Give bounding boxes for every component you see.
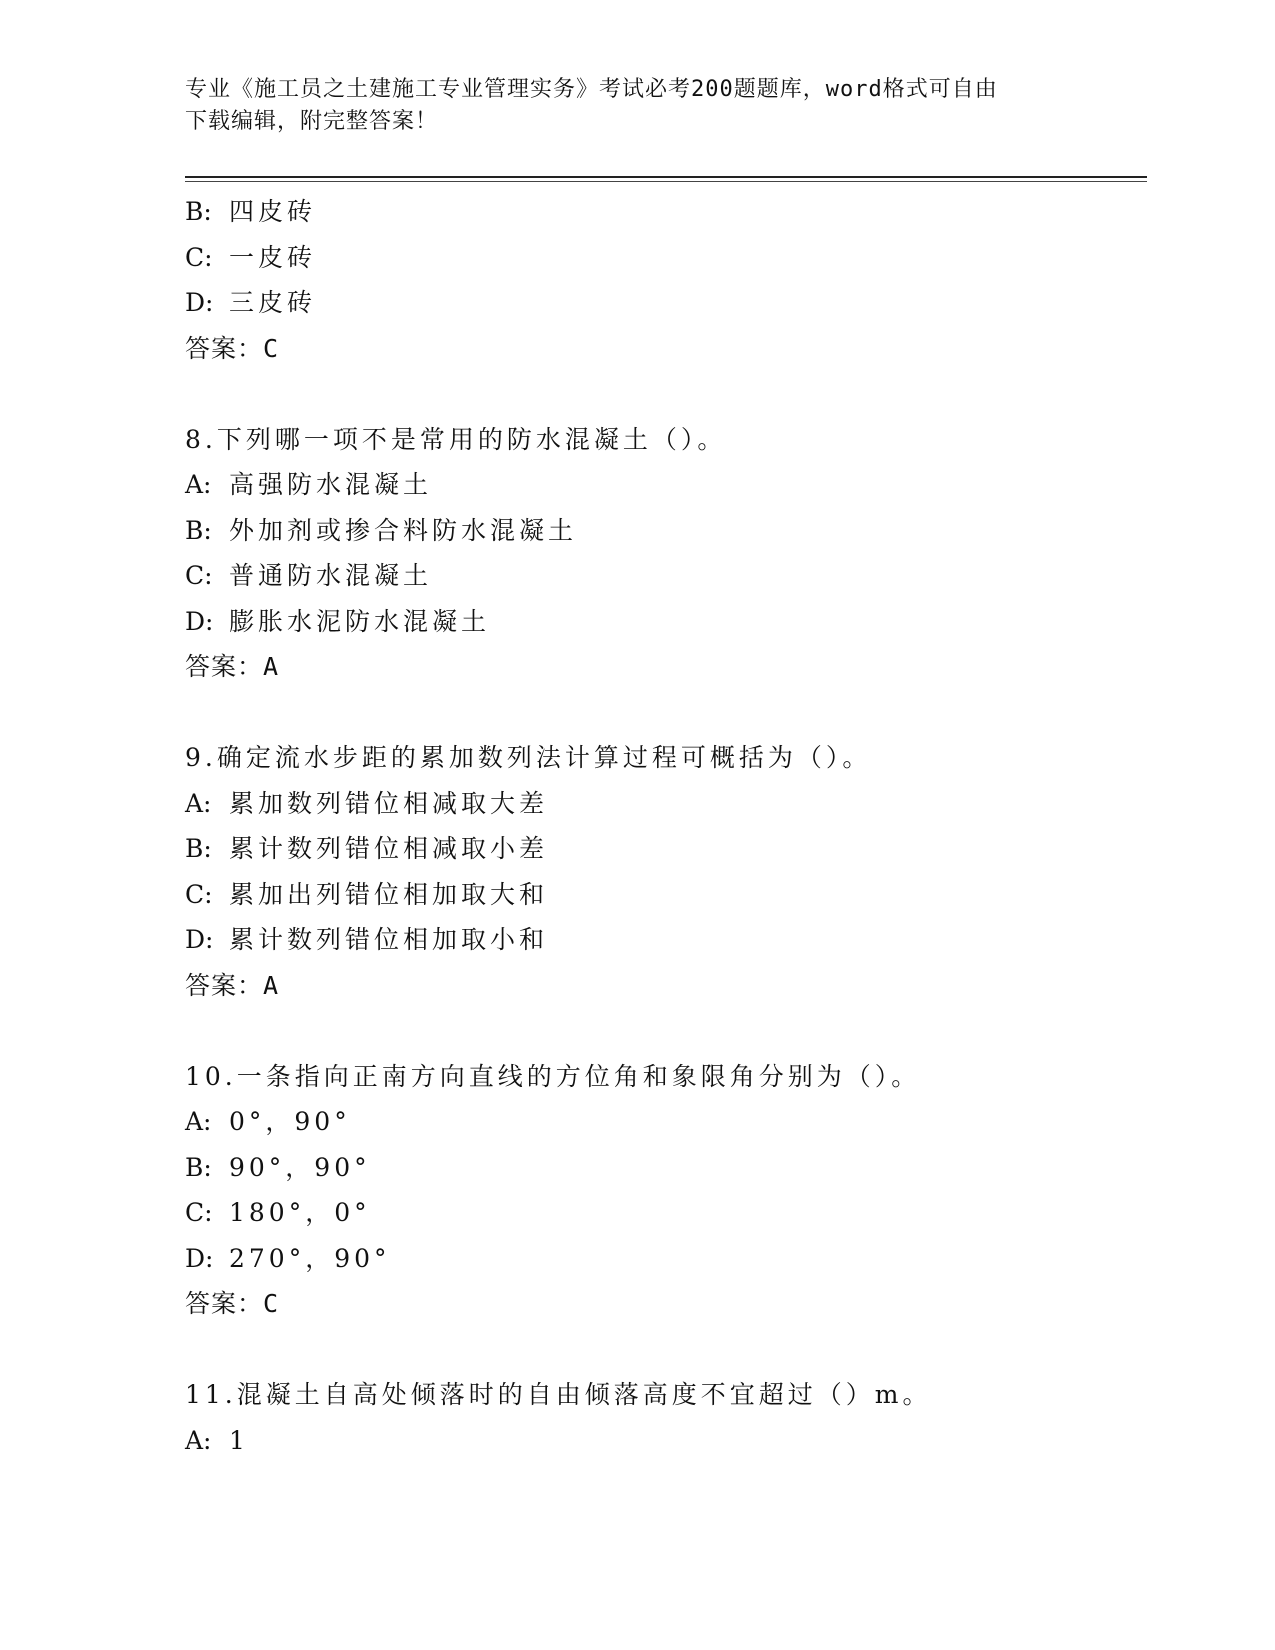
header-line-2: 下载编辑，附完整答案！ xyxy=(185,109,439,134)
option-d: D: 270°，90° xyxy=(185,1243,391,1273)
question-9 xyxy=(185,735,1145,1008)
question-11 xyxy=(185,1372,1145,1463)
answer-line: 答案：A xyxy=(185,652,280,681)
option-b: B: 四皮砖 xyxy=(185,197,317,226)
option-a: A: 累加数列错位相减取大差 xyxy=(185,788,549,818)
option-c: C: 180°，0° xyxy=(185,1198,371,1227)
option-d: D: 三皮砖 xyxy=(185,288,317,317)
option-a: A: 1 xyxy=(185,1425,249,1455)
option-b: B: 累计数列错位相减取小差 xyxy=(185,834,549,863)
question-stem: 11.混凝土自高处倾落时的自由倾落高度不宜超过（）m。 xyxy=(185,1380,932,1409)
answer-line: 答案：C xyxy=(185,333,280,363)
header-divider-thick xyxy=(185,176,1147,178)
option-b: B: 外加剂或掺合料防水混凝土 xyxy=(185,515,578,545)
spacer xyxy=(185,371,1145,417)
option-d: D: 膨胀水泥防水混凝土 xyxy=(185,606,491,636)
spacer xyxy=(185,1327,1145,1373)
option-d: D: 累计数列错位相加取小和 xyxy=(185,925,549,954)
header-divider-thin xyxy=(185,181,1147,182)
document-header xyxy=(185,74,1085,138)
option-a: A: 高强防水混凝土 xyxy=(185,470,433,499)
option-b: B: 90°，90° xyxy=(185,1152,371,1182)
question-10 xyxy=(185,1054,1145,1327)
answer-line: 答案：C xyxy=(185,1289,280,1318)
spacer xyxy=(185,1008,1145,1054)
question-stem: 10.一条指向正南方向直线的方位角和象限角分别为（）。 xyxy=(185,1061,921,1091)
spacer xyxy=(185,690,1145,736)
option-c: C: 累加出列错位相加取大和 xyxy=(185,879,549,909)
header-line-1: 专业《施工员之土建施工专业管理实务》考试必考200题题库，word格式可自由 xyxy=(185,77,998,102)
option-c: C: 一皮砖 xyxy=(185,242,317,272)
question-8 xyxy=(185,417,1145,690)
question-list xyxy=(185,189,1145,1463)
question-stem: 9.确定流水步距的累加数列法计算过程可概括为（）。 xyxy=(185,743,872,772)
question-partial xyxy=(185,189,1145,371)
option-a: A: 0°，90° xyxy=(185,1107,351,1136)
answer-line: 答案：A xyxy=(185,970,280,1000)
option-c: C: 普通防水混凝土 xyxy=(185,561,433,590)
question-stem: 8.下列哪一项不是常用的防水混凝土（）。 xyxy=(185,424,727,454)
